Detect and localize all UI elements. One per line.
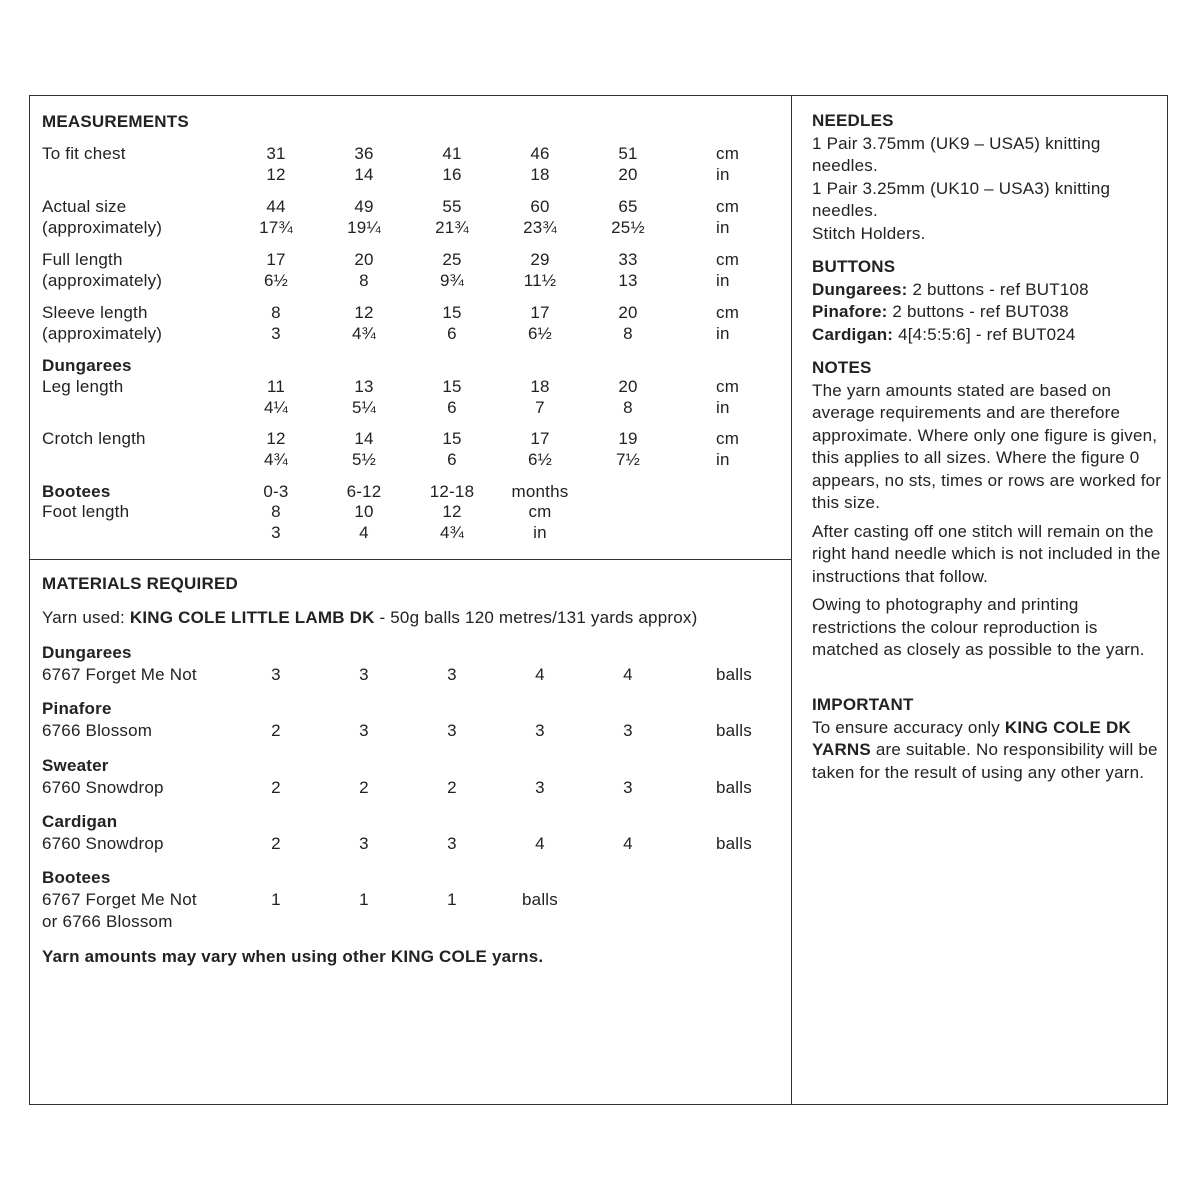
important-section [812,694,1162,784]
yarn-name: KING COLE LITTLE LAMB DK [129,608,375,627]
button-item-text: 4[4:5:5:6] - ref BUT024 [893,324,1076,344]
measurement-value: months [511,482,569,501]
measurement-value: 20 [354,250,374,269]
materials-value: 3 [359,721,369,740]
materials-unit: balls [522,890,558,909]
measurement-unit: cm [716,250,740,269]
yarn-suffix: - 50g balls 120 metres/131 yards approx) [374,608,698,627]
measurement-value: 49 [354,197,374,216]
measurement-value: in [533,523,547,542]
measurement-value: 60 [530,197,550,216]
materials-item-title: Cardigan [42,812,118,831]
materials-value: 3 [359,665,369,684]
measurement-label: Bootees [42,482,111,501]
measurement-unit: cm [716,144,740,163]
measurement-unit: cm [716,429,740,448]
materials-item-label: 6767 Forget Me Not [42,890,197,909]
button-item [812,301,1162,324]
measurement-value: 6½ [263,271,289,290]
important-heading: IMPORTANT [812,695,914,714]
measurement-unit: in [716,218,730,237]
materials-item-label: or 6766 Blossom [42,912,173,931]
buttons-heading: BUTTONS [812,257,896,276]
measurement-unit: in [716,450,730,469]
important-suffix: are suitable. No responsibility will be taken for the result of using any other yarn. [812,740,1158,782]
measurement-label: Sleeve length [42,303,148,322]
measurement-label: (approximately) [42,271,163,290]
important-prefix: To ensure accuracy only [812,717,1005,737]
measurement-value: 44 [266,197,286,216]
measurement-value: 41 [442,144,462,163]
yarn-prefix: Yarn used: [42,608,130,627]
measurement-value: 14 [354,165,374,184]
measurement-value: 11½ [523,271,557,290]
measurement-value: 4¾ [439,523,465,542]
measurement-value: 6 [447,398,457,417]
measurement-value: 3 [271,324,281,343]
measurement-value: 3 [271,523,281,542]
measurement-value: 6½ [527,324,553,343]
measurement-value: 0-3 [263,482,289,501]
materials-value: 4 [623,834,633,853]
materials-value: 3 [623,778,633,797]
needles-heading: NEEDLES [812,111,894,130]
materials-item-label: 6766 Blossom [42,721,153,740]
measurement-value: 20 [618,165,638,184]
measurement-value: 18 [530,165,550,184]
measurement-value: 31 [266,144,286,163]
materials-item-title: Sweater [42,756,109,775]
materials-value: 3 [271,665,281,684]
measurement-value: 13 [618,271,638,290]
measurement-label: Dungarees [42,356,132,375]
important-text [812,717,1162,785]
materials-value: 3 [535,778,545,797]
measurement-value: 10 [354,502,374,521]
measurement-value: 4 [359,523,369,542]
button-item [812,279,1162,302]
measurement-label: (approximately) [42,218,163,237]
measurement-unit: cm [716,303,740,322]
measurement-value: 17 [266,250,286,269]
needles-line: 1 Pair 3.75mm (UK9 – USA5) knitting needles. [812,133,1101,175]
measurement-value: 17 [530,303,550,322]
materials-unit: balls [716,834,752,853]
measurement-unit: in [716,398,730,417]
measurement-value: 9¾ [439,271,465,290]
buttons-section [812,256,1162,346]
button-item-name: Pinafore: [812,302,888,321]
measurement-value: 15 [442,303,462,322]
notes-paragraph: Owing to photography and printing restrictions the colour reproduction is matched as closely as possible to the yarn. [812,595,1145,659]
measurement-value: 6½ [527,450,553,469]
measurement-value: 4¾ [263,450,289,469]
materials-item-label: 6767 Forget Me Not [42,665,197,684]
measurement-value: 20 [618,303,638,322]
materials-value: 3 [447,834,457,853]
measurement-value: 7 [535,398,545,417]
materials-item-label: 6760 Snowdrop [42,834,164,853]
measurement-unit: cm [716,197,740,216]
measurement-unit: in [716,271,730,290]
materials-item-title: Pinafore [42,699,112,718]
measurement-value: 51 [618,144,638,163]
measurement-label: Actual size [42,197,127,216]
measurement-value: 25½ [611,218,645,237]
materials-value: 3 [535,721,545,740]
measurement-value: 17¾ [259,218,293,237]
measurement-value: 21¾ [435,218,469,237]
measurements-heading: MEASUREMENTS [42,112,189,131]
materials-value: 1 [447,890,457,909]
materials-unit: balls [716,665,752,684]
materials-value: 1 [359,890,369,909]
measurement-label: Crotch length [42,429,146,448]
measurement-value: 11 [266,377,286,396]
yarn-used [42,607,697,628]
measurement-value: 23¾ [523,218,557,237]
measurement-value: 5½ [351,450,377,469]
measurement-label: Leg length [42,377,124,396]
needles-line: Stitch Holders. [812,223,926,243]
measurement-unit: in [716,165,730,184]
measurement-value: 6 [447,450,457,469]
column-divider [791,95,792,1105]
materials-value: 2 [447,778,457,797]
button-item-text: 2 buttons - ref BUT038 [887,302,1069,321]
notes-heading: NOTES [812,358,872,377]
measurement-value: 36 [354,144,374,163]
measurement-value: 12 [442,502,462,521]
measurement-value: 13 [354,377,374,396]
measurement-value: 29 [530,250,550,269]
notes-paragraph: After casting off one stitch will remain on the right hand needle which is not included in the instructions that follow. [812,521,1161,586]
measurement-value: 33 [618,250,638,269]
measurement-value: 12 [266,429,286,448]
measurement-value: 12-18 [429,482,475,501]
notes-section [812,357,1162,662]
measurement-unit: in [716,324,730,343]
measurement-value: 8 [359,271,369,290]
measurement-value: 6-12 [346,482,382,501]
materials-value: 1 [271,890,281,909]
measurement-value: 12 [266,165,286,184]
section-divider [29,559,792,560]
materials-value: 4 [623,665,633,684]
measurement-unit: cm [716,377,740,396]
measurement-value: 65 [618,197,638,216]
materials-value: 2 [271,778,281,797]
measurement-value: 18 [530,377,550,396]
measurement-value: 4¾ [351,324,377,343]
measurement-value: 12 [354,303,374,322]
materials-value: 4 [535,665,545,684]
measurement-value: 8 [271,303,281,322]
materials-item-title: Bootees [42,868,111,887]
measurement-value: 19¼ [347,218,381,237]
measurement-value: 15 [442,377,462,396]
materials-value: 3 [447,665,457,684]
measurement-value: 6 [447,324,457,343]
notes-paragraph: The yarn amounts stated are based on average requirements and are therefore approximate. Where only one figure is given, this applies to all sizes. Where the figure 0 appears, no sts, times or rows are worked for this size. [812,380,1162,512]
button-item-text: 2 buttons - ref BUT108 [907,279,1089,299]
measurement-label: (approximately) [42,324,163,343]
measurement-value: 46 [530,144,550,163]
button-item [812,324,1162,347]
measurement-value: 25 [442,250,462,269]
measurement-label: Full length [42,250,123,269]
measurement-value: 17 [530,429,550,448]
materials-value: 2 [271,721,281,740]
materials-unit: balls [716,778,752,797]
measurement-value: 8 [271,502,281,521]
measurement-value: 19 [618,429,638,448]
materials-value: 2 [271,834,281,853]
materials-item-title: Dungarees [42,643,132,662]
materials-item-label: 6760 Snowdrop [42,778,164,797]
button-item-name: Cardigan: [812,324,894,344]
needles-line: 1 Pair 3.25mm (UK10 – USA3) knitting needles. [812,178,1111,220]
needles-section [812,110,1162,245]
measurement-value: 7½ [615,450,641,469]
button-item-name: Dungarees: [812,279,908,299]
materials-heading: MATERIALS REQUIRED [42,574,238,593]
materials-footnote: Yarn amounts may vary when using other KING COLE yarns. [42,947,544,966]
measurement-value: cm [528,502,552,521]
measurement-value: 15 [442,429,462,448]
measurement-value: 5¼ [351,398,377,417]
materials-value: 3 [623,721,633,740]
measurement-label: Foot length [42,502,130,521]
measurement-value: 4¼ [263,398,289,417]
materials-value: 3 [447,721,457,740]
important-bold: KING COLE DK YARNS [812,717,1131,759]
measurement-value: 55 [442,197,462,216]
materials-value: 4 [535,834,545,853]
measurement-value: 16 [442,165,462,184]
measurement-value: 20 [618,377,638,396]
measurement-value: 14 [354,429,374,448]
measurement-label: To fit chest [42,144,126,163]
materials-value: 2 [359,778,369,797]
measurement-value: 8 [623,398,633,417]
materials-unit: balls [716,721,752,740]
measurement-value: 8 [623,324,633,343]
materials-value: 3 [359,834,369,853]
